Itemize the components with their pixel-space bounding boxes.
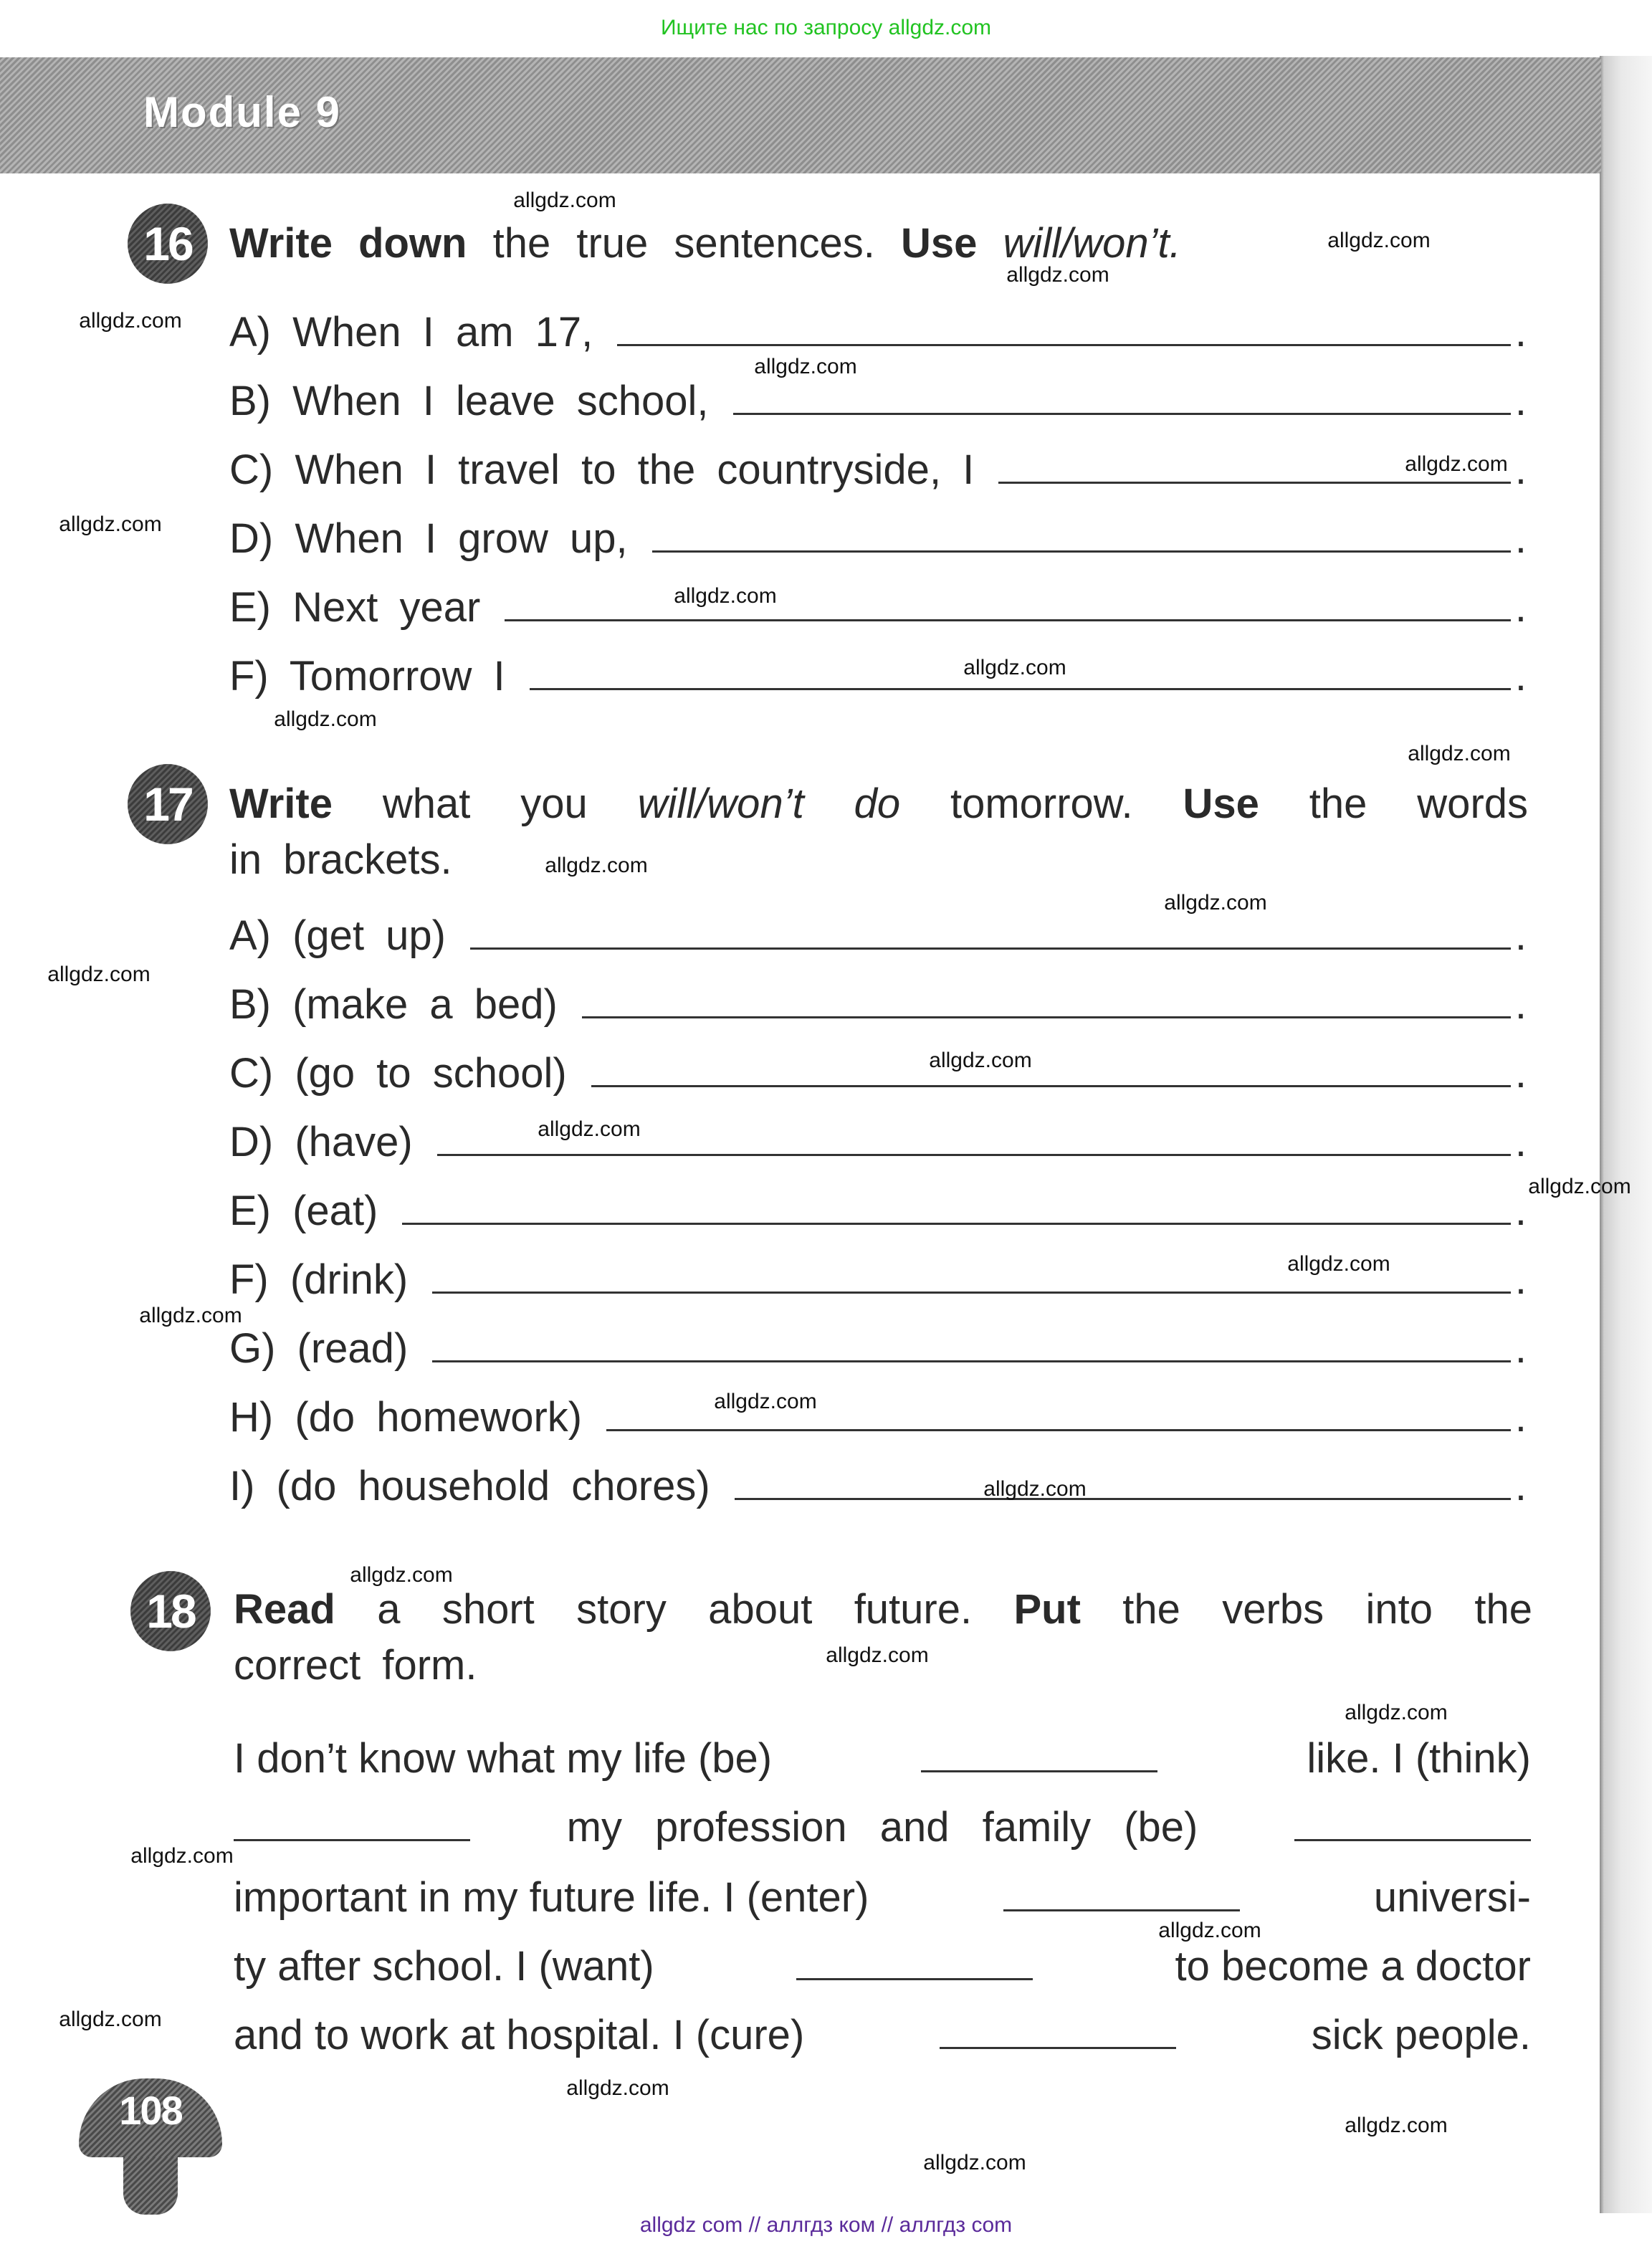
answer-blank[interactable] xyxy=(735,1464,1511,1500)
instruction-bold: Read xyxy=(234,1586,335,1633)
story-text: sick people. xyxy=(1311,2012,1531,2058)
answer-blank[interactable] xyxy=(470,914,1511,950)
watermark: allgdz.com xyxy=(1327,229,1431,252)
answer-blank[interactable] xyxy=(796,1952,1033,1980)
watermark: allgdz.com xyxy=(1528,1175,1631,1198)
watermark: allgdz.com xyxy=(513,188,616,212)
watermark: allgdz.com xyxy=(1408,742,1511,765)
instruction-bold: Use xyxy=(1183,780,1259,827)
period: . xyxy=(1514,1256,1527,1303)
period: . xyxy=(1514,1394,1527,1441)
instruction-bold: Use xyxy=(901,220,978,267)
watermark: allgdz.com xyxy=(1345,1701,1448,1724)
exercise-16-item xyxy=(229,515,1527,572)
search-hint-banner: Ищите нас по запросу allgdz.com xyxy=(660,16,992,39)
exercise-17-item xyxy=(229,1393,1527,1451)
answer-blank[interactable] xyxy=(940,2020,1176,2049)
period: . xyxy=(1514,1119,1527,1165)
watermark: allgdz.com xyxy=(59,512,162,536)
story-line xyxy=(234,1942,1531,2000)
instruction-text: the words xyxy=(1259,780,1529,827)
exercise-17-instructions-line2: in brackets. xyxy=(229,836,452,883)
answer-blank[interactable] xyxy=(1294,1813,1531,1841)
answer-blank[interactable] xyxy=(733,379,1511,415)
instruction-bold: Write xyxy=(229,780,333,827)
exercise-16-item xyxy=(229,652,1527,710)
footer-links: allgdz com // аллгдз ком // аллгдз com xyxy=(639,2213,1013,2237)
module-header-band xyxy=(0,57,1601,173)
watermark: allgdz.com xyxy=(1287,1252,1390,1276)
watermark: allgdz.com xyxy=(545,854,648,877)
watermark: allgdz.com xyxy=(1405,452,1508,476)
item-prompt: A) (get up) xyxy=(229,912,446,959)
period: . xyxy=(1514,447,1527,493)
exercise-17-item xyxy=(229,1049,1527,1107)
item-prompt: F) (drink) xyxy=(229,1256,409,1303)
watermark: allgdz.com xyxy=(1164,891,1267,915)
watermark: allgdz.com xyxy=(1006,263,1109,287)
period: . xyxy=(1514,981,1527,1028)
instruction-text: a short story about future. xyxy=(335,1586,1014,1633)
exercise-18-instructions-line2: correct form. xyxy=(234,1642,477,1689)
exercise-18-badge: 18 xyxy=(130,1571,211,1651)
exercise-17-item xyxy=(229,1118,1527,1175)
period: . xyxy=(1514,1050,1527,1097)
answer-blank[interactable] xyxy=(591,1051,1511,1087)
instruction-text: the verbs into the xyxy=(1080,1586,1533,1633)
story-text: to become a doctor xyxy=(1175,1943,1531,1990)
exercise-16-item xyxy=(229,308,1527,366)
item-prompt: I) (do household chores) xyxy=(229,1463,710,1509)
item-prompt: G) (read) xyxy=(229,1325,409,1372)
exercise-17-instructions xyxy=(229,780,1528,828)
answer-blank[interactable] xyxy=(652,517,1511,553)
item-prompt: H) (do homework) xyxy=(229,1394,583,1441)
module-title: Module 9 xyxy=(143,88,342,136)
item-prompt: B) When I leave school, xyxy=(229,378,709,424)
story-text: like. I (think) xyxy=(1307,1735,1531,1782)
watermark: allgdz.com xyxy=(47,963,151,986)
watermark: allgdz.com xyxy=(754,355,857,378)
story-line xyxy=(234,1803,1531,1861)
watermark: allgdz.com xyxy=(130,1844,234,1868)
exercise-17-item xyxy=(229,912,1527,969)
watermark: allgdz.com xyxy=(826,1643,929,1667)
watermark: allgdz.com xyxy=(274,707,377,731)
period: . xyxy=(1514,584,1527,631)
story-text: I don’t know what my life (be) xyxy=(234,1735,773,1782)
period: . xyxy=(1514,1463,1527,1509)
story-line xyxy=(234,2011,1531,2068)
instruction-italic: will/won’t do xyxy=(637,780,901,827)
watermark: allgdz.com xyxy=(674,584,777,608)
period: . xyxy=(1514,515,1527,562)
watermark: allgdz.com xyxy=(139,1304,242,1327)
item-prompt: C) When I travel to the countryside, I xyxy=(229,447,975,493)
period: . xyxy=(1514,378,1527,424)
exercise-16-instructions xyxy=(229,219,1181,267)
answer-blank[interactable] xyxy=(402,1189,1511,1225)
watermark: allgdz.com xyxy=(79,309,182,333)
answer-blank[interactable] xyxy=(617,310,1511,346)
exercise-17-item xyxy=(229,1462,1527,1519)
item-prompt: B) (make a bed) xyxy=(229,981,558,1028)
page-number: 108 xyxy=(79,2078,222,2157)
mushroom-stem-icon xyxy=(123,2150,178,2215)
item-prompt: A) When I am 17, xyxy=(229,309,593,355)
exercise-16-item xyxy=(229,583,1527,641)
answer-blank[interactable] xyxy=(1003,1883,1240,1911)
exercise-16-item xyxy=(229,377,1527,434)
period: . xyxy=(1514,653,1527,700)
watermark: allgdz.com xyxy=(714,1390,817,1413)
watermark: allgdz.com xyxy=(923,2151,1026,2174)
story-line xyxy=(234,1873,1531,1931)
story-text: ty after school. I (want) xyxy=(234,1943,654,1990)
exercise-17-item xyxy=(229,1187,1527,1244)
exercise-17-item xyxy=(229,1324,1527,1382)
item-prompt: E) (eat) xyxy=(229,1188,378,1234)
watermark: allgdz.com xyxy=(983,1477,1087,1501)
item-prompt: D) (have) xyxy=(229,1119,413,1165)
period: . xyxy=(1514,912,1527,959)
instruction-bold: Put xyxy=(1013,1586,1081,1633)
exercise-18-instructions xyxy=(234,1585,1532,1633)
period: . xyxy=(1514,1188,1527,1234)
page-number-mushroom xyxy=(79,2078,222,2215)
item-prompt: E) Next year xyxy=(229,584,481,631)
instruction-italic: will/won’t. xyxy=(977,220,1181,267)
story-text: universi- xyxy=(1373,1874,1531,1921)
watermark: allgdz.com xyxy=(350,1563,453,1587)
period: . xyxy=(1514,309,1527,355)
exercise-17-item xyxy=(229,980,1527,1038)
exercise-17-badge: 17 xyxy=(128,764,208,844)
watermark: allgdz.com xyxy=(1158,1919,1261,1942)
item-prompt: C) (go to school) xyxy=(229,1050,567,1097)
answer-blank[interactable] xyxy=(505,586,1511,621)
answer-blank[interactable] xyxy=(234,1813,470,1841)
period: . xyxy=(1514,1325,1527,1372)
watermark: allgdz.com xyxy=(963,656,1066,679)
instruction-text: tomorrow. xyxy=(900,780,1183,827)
watermark: allgdz.com xyxy=(59,2007,162,2031)
exercise-16-badge: 16 xyxy=(128,204,208,284)
exercise-16-item xyxy=(229,446,1527,503)
answer-blank[interactable] xyxy=(432,1327,1511,1362)
answer-blank[interactable] xyxy=(921,1744,1157,1772)
watermark: allgdz.com xyxy=(1345,2114,1448,2137)
story-text: important in my future life. I (enter) xyxy=(234,1874,869,1921)
story-text: my profession and family (be) xyxy=(566,1804,1198,1851)
instruction-text: what you xyxy=(332,780,638,827)
watermark: allgdz.com xyxy=(566,2076,669,2100)
watermark: allgdz.com xyxy=(538,1117,641,1141)
answer-blank[interactable] xyxy=(582,983,1511,1018)
instruction-bold: Write down xyxy=(229,220,467,267)
story-text: and to work at hospital. I (cure) xyxy=(234,2012,805,2058)
item-prompt: D) When I grow up, xyxy=(229,515,628,562)
story-line xyxy=(234,1734,1531,1792)
page-edge-shadow xyxy=(1600,56,1652,2213)
item-prompt: F) Tomorrow I xyxy=(229,653,505,700)
instruction-text: the true sentences. xyxy=(467,220,902,267)
watermark: allgdz.com xyxy=(929,1049,1032,1072)
